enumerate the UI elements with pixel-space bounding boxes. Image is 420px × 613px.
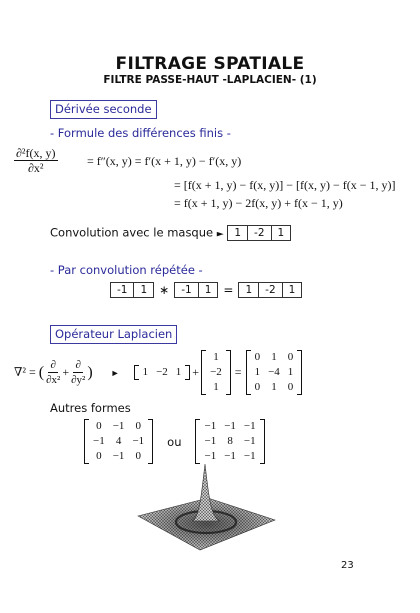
convolution-row: Convolution avec le masque ► 1 -2 1: [50, 225, 291, 241]
equals-sign: =: [223, 283, 234, 297]
nabla-squared: ∇² =: [14, 365, 36, 379]
formula-heading: - Formule des différences finis -: [50, 126, 231, 140]
laplacian-form-b: −1 −1 −1 −1 8 −1 −1 −1 −1: [195, 419, 264, 464]
repeated-convolution-row: [110, 282, 302, 298]
autres-formes-label: Autres formes: [50, 401, 131, 415]
laplacian-row: ∇² = ( $\frac{\partial}{\text{∂x²}}$ + $\frac{\partial}{\text{∂y²}}$ ) ► 1 −2 1 + 1 −2 1 = 0 1 0 1 −4 1 0 1 0: [14, 350, 302, 395]
mexican-hat-surface-image: [130, 458, 280, 558]
page-title: FILTRAGE SPATIALE: [115, 54, 305, 74]
partial-y: $\frac{\partial}{\text{∂y²}}$: [71, 359, 86, 386]
laplacian-form-a: 0 −1 0 −1 4 −1 0 −1 0: [84, 419, 153, 464]
row-vector: 1 −2 1: [134, 365, 191, 380]
partial-x: $\frac{\partial}{\text{∂x²}}$: [46, 359, 61, 386]
equation-line-3: = f(x + 1, y) − 2f(x, y) + f(x − 1, y): [174, 196, 343, 210]
convolution-star: ∗: [159, 283, 170, 297]
laplacian-kernel: 0 1 0 1 −4 1 0 1 0: [246, 350, 303, 395]
section-label-laplacien: Opérateur Laplacien: [50, 323, 177, 342]
mask-a: -1 1: [110, 282, 154, 298]
equation-line-2: = [f(x + 1, y) − f(x, y)] − [f(x, y) − f(x − 1, y)]: [174, 178, 396, 192]
section-label-derivee: Dérivée seconde: [50, 98, 157, 117]
equation-line-1: = f″(x, y) = f′(x + 1, y) − f′(x, y): [87, 154, 242, 168]
ou-label: ou: [167, 434, 182, 449]
mask-1d: 1 -2 1: [227, 225, 291, 241]
mask-b: -1 1: [174, 282, 218, 298]
page-subtitle: FILTRE PASSE-HAUT -LAPLACIEN- (1): [103, 74, 317, 86]
column-vector: 1 −2 1: [201, 350, 231, 395]
mask-result: 1 -2 1: [238, 282, 302, 298]
page-number: 23: [341, 560, 354, 571]
play-arrow-icon: ►: [110, 367, 120, 378]
play-arrow-icon: ►: [216, 229, 224, 240]
derivative-lhs: $\frac{\text{∂²f(x, y)}}{\text{∂x²}}$: [16, 146, 56, 175]
repeated-convolution-heading: - Par convolution répétée -: [50, 263, 203, 277]
